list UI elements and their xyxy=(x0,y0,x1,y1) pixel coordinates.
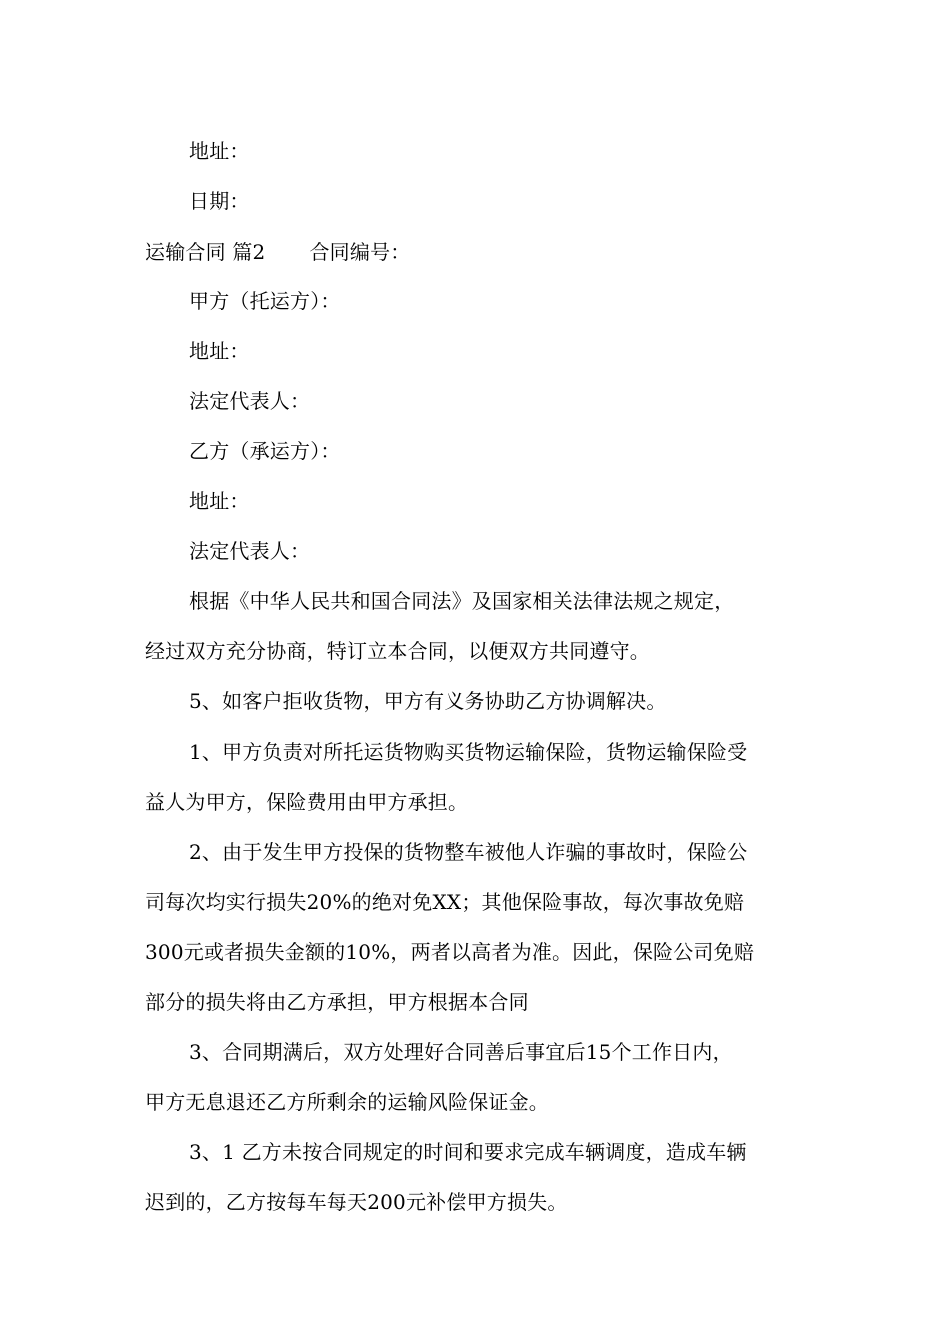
party-a-label: 甲方（托运方）： xyxy=(189,289,341,313)
clause-3-1-line-1: 3、1 乙方未按合同规定的时间和要求完成车辆调度，造成车辆 xyxy=(189,1140,747,1164)
clause-2-line-4: 部分的损失将由乙方承担，甲方根据本合同 xyxy=(145,990,529,1014)
party-a-representative: 法定代表人： xyxy=(189,389,311,413)
clause-2-line-3: 300元或者损失金额的10%，两者以高者为准。因此，保险公司免赔 xyxy=(145,940,755,964)
party-b-address: 地址： xyxy=(189,489,250,513)
preamble-line-1: 根据《中华人民共和国合同法》及国家相关法律法规之规定， xyxy=(189,589,735,613)
contract-heading xyxy=(145,240,815,264)
clause-1-line-1: 1、甲方负责对所托运货物购买货物运输保险，货物运输保险受 xyxy=(189,740,748,764)
clause-3-line-2: 甲方无息退还乙方所剩余的运输风险保证金。 xyxy=(145,1090,549,1114)
clause-5: 5、如客户拒收货物，甲方有义务协助乙方协调解决。 xyxy=(189,689,667,713)
clause-2-line-2: 司每次均实行损失20%的绝对免XX；其他保险事故，每次事故免赔 xyxy=(145,890,745,914)
contract-title: 运输合同 篇2 xyxy=(145,240,266,264)
clause-1-line-2: 益人为甲方，保险费用由甲方承担。 xyxy=(145,790,469,814)
clause-2-line-1: 2、由于发生甲方投保的货物整车被他人诈骗的事故时，保险公 xyxy=(189,840,748,864)
party-a-address: 地址： xyxy=(189,339,250,363)
party-b-representative: 法定代表人： xyxy=(189,539,311,563)
address-line: 地址： xyxy=(189,139,250,163)
contract-number-label: 合同编号： xyxy=(309,240,411,264)
preamble-line-2: 经过双方充分协商，特订立本合同，以便双方共同遵守。 xyxy=(145,639,650,663)
date-line: 日期： xyxy=(189,189,250,213)
clause-3-line-1: 3、合同期满后，双方处理好合同善后事宜后15个工作日内， xyxy=(189,1040,733,1064)
party-b-label: 乙方（承运方）： xyxy=(189,439,341,463)
clause-3-1-line-2: 迟到的，乙方按每车每天200元补偿甲方损失。 xyxy=(145,1190,568,1214)
